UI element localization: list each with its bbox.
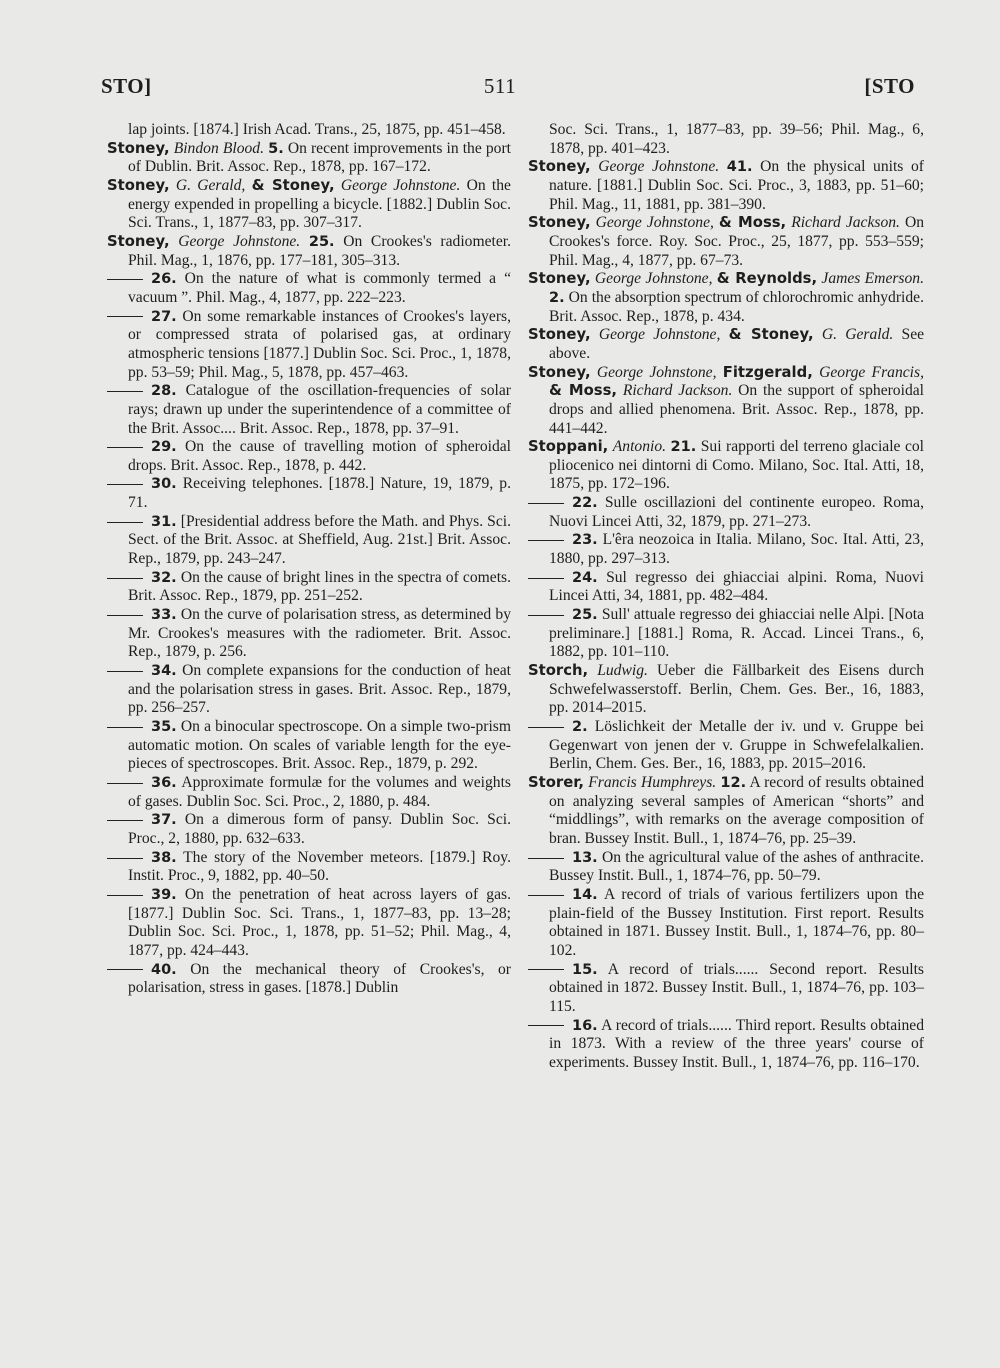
bibliography-subentry: [107, 718, 511, 774]
bibliography-subentry: [528, 718, 924, 774]
bibliography-entry: [528, 662, 924, 718]
author-given-name: Ludwig.: [597, 662, 648, 680]
entry-text: On the nature of what is commonly termed a “ vacuum ”. Phil. Mag., 4, 1877, pp. 222–223.: [128, 270, 511, 306]
bibliography-subentry: [107, 513, 511, 569]
entry-text: lap joints. [1874.] Irish Acad. Trans., 25, 1875, pp. 451–458.: [128, 121, 506, 138]
ditto-dash: [528, 503, 564, 504]
ditto-dash: [528, 540, 564, 541]
author-given-name: George Johnstone,: [594, 270, 713, 288]
ditto-dash: [107, 279, 143, 280]
bibliography-entry: [107, 233, 511, 270]
coauthor-given-name: Richard Jackson.: [622, 382, 733, 400]
bibliography-subentry: [107, 961, 511, 998]
bibliography-entry: [528, 158, 924, 214]
entry-text: On the penetration of heat across layers of gas. [1877.] Dublin Soc. Sci. Trans., 1, 1877–83, pp. 13–28; Dublin Soc. Sci. Proc., 1, 1878, pp. 51–52; Phil. Mag., 4, 1877, pp. 424–443.: [128, 885, 511, 959]
ditto-dash: [107, 969, 143, 970]
entry-text: On the support of spheroidal drops and allied phenomena. Brit. Assoc. Rep., 1878, pp. 441–442.: [549, 382, 924, 437]
bibliography-subentry: [528, 886, 924, 961]
entry-number: 30.: [151, 476, 177, 493]
ditto-dash: [528, 895, 564, 896]
entry-number: 32.: [151, 569, 177, 586]
entry-text: A record of results obtained on analyzing several samples of American “shorts” and “middlings”, with remarks on the average composition of bran. Bussey Instit. Bull., 1, 1874–76, pp. 25–39.: [549, 773, 924, 847]
entry-number: 35.: [151, 719, 177, 735]
ditto-dash: [107, 671, 143, 672]
entry-number: 34.: [151, 663, 177, 680]
ditto-dash: [528, 615, 564, 616]
ditto-dash: [107, 895, 143, 896]
author-given-name: G. Gerald,: [175, 176, 246, 194]
entry-number: 40.: [151, 961, 177, 978]
entry-continuation: [107, 121, 511, 140]
entry-text: On the absorption spectrum of chlorochromic anhydride. Brit. Assoc. Rep., 1878, p. 434.: [549, 288, 924, 325]
entry-number: 28.: [151, 383, 177, 400]
entry-text: On a binocular spectroscope. On a simple two-prism automatic motion. On scales of variable length for the eye-pieces of spectroscopes. Brit. Assoc. Rep., 1879, p. 292.: [128, 718, 511, 773]
entry-number: 33.: [151, 607, 177, 624]
author-given-name: George Johnstone.: [598, 158, 720, 176]
entry-number: 27.: [151, 308, 177, 325]
entry-number: 16.: [572, 1017, 598, 1034]
entry-number: 41.: [726, 159, 753, 176]
ditto-dash: [107, 783, 143, 784]
author-given-name: Bindon Blood.: [173, 139, 264, 157]
author-surname: Stoppani,: [528, 438, 609, 456]
entry-continuation: [528, 121, 924, 158]
ditto-dash: [107, 615, 143, 616]
bibliography-subentry: [107, 382, 511, 438]
author-surname: Stoney,: [528, 214, 591, 232]
author-given-name: Francis Humphreys.: [588, 773, 717, 791]
bibliography-subentry: [528, 849, 924, 886]
bibliography-entry: [528, 214, 924, 270]
entry-text: On a dimerous form of pansy. Dublin Soc. Sci. Proc., 2, 1880, pp. 632–633.: [128, 811, 512, 847]
entry-text: The story of the November meteors. [1879.] Roy. Instit. Proc., 9, 1882, pp. 40–50.: [128, 848, 511, 885]
entry-number: 39.: [151, 886, 177, 903]
entry-number: 24.: [572, 569, 598, 586]
entry-text: See above.: [549, 326, 925, 362]
entry-number: 37.: [151, 812, 177, 829]
bibliography-subentry: [528, 531, 924, 568]
entry-text: On complete expansions for the conduction of heat and the polarisation stress in gases. Brit. Assoc. Rep., 1879, pp. 256–257.: [128, 662, 511, 717]
bibliography-subentry: [107, 811, 511, 848]
entry-text: A record of trials...... Third report. Results obtained in 1873. With a review of the three years' course of experiments. Bussey Instit. Bull., 1, 1874–76, pp. 116–170.: [549, 1016, 924, 1071]
entry-text: Sui rapporti del terreno glaciale col pliocenico nei dintorni di Como. Milano, Soc. Ital. Atti, 18, 1875, pp. 172–196.: [549, 438, 924, 493]
author-surname: Storer,: [528, 773, 584, 791]
bibliography-entry: [528, 364, 924, 439]
coauthor-given-name: Richard Jackson.: [791, 214, 900, 232]
entry-text: Catalogue of the oscillation-frequencies of solar rays; drawn up under the superintendence of a committee of the Brit. Assoc.... Brit. Assoc. Rep., 1878, pp. 37–91.: [128, 382, 511, 437]
coauthor-surname: & Stoney,: [728, 326, 814, 344]
ditto-dash: [107, 578, 143, 579]
coauthor-surname: & Stoney,: [251, 176, 335, 194]
author-surname: Stoney,: [528, 363, 591, 381]
entry-number: 31.: [151, 513, 177, 530]
ditto-dash: [107, 391, 143, 392]
entry-number: 38.: [151, 849, 177, 866]
coauthor-given-name: George Francis,: [819, 363, 924, 381]
bibliography-subentry: [107, 475, 511, 512]
ditto-dash: [528, 969, 564, 970]
bibliography-entry: [528, 438, 924, 494]
ditto-dash: [107, 447, 143, 448]
bibliography-subentry: [107, 270, 511, 307]
author-given-name: George Johnstone,: [595, 214, 714, 232]
entry-number: 13.: [572, 849, 598, 866]
bibliography-subentry: [107, 606, 511, 662]
bibliography-entry: [107, 140, 511, 177]
ditto-dash: [107, 727, 143, 728]
entry-text: [Presidential address before the Math. and Phys. Sci. Sect. of the Brit. Assoc. at Sheffield, Aug. 21st.] Brit. Assoc. Rep., 1879, pp. 243–247.: [128, 512, 511, 568]
entry-text: L'êra neozoica in Italia. Milano, Soc. Ital. Atti, 23, 1880, pp. 297–313.: [549, 531, 924, 568]
entry-number: 29.: [151, 439, 177, 456]
ditto-dash: [107, 820, 143, 821]
bibliography-subentry: [107, 438, 511, 475]
bibliography-subentry: [107, 849, 511, 886]
entry-number: 5.: [268, 140, 284, 157]
entry-text: On the cause of travelling motion of spheroidal drops. Brit. Assoc. Rep., 1878, p. 442.: [128, 438, 511, 474]
coauthor-given-name: George Johnstone.: [340, 176, 461, 194]
entry-text: Ueber die Fällbarkeit des Eisens durch Schwefelwasserstoff. Berlin, Chem. Ges. Ber., 16, 1883, pp. 2014–2015.: [549, 662, 925, 717]
bibliography-subentry: [107, 308, 511, 383]
ditto-dash: [528, 858, 564, 859]
ditto-dash: [528, 727, 564, 728]
author-given-name: George Johnstone.: [178, 232, 301, 250]
bibliography-subentry: [528, 494, 924, 531]
entry-text: On the agricultural value of the ashes of anthracite. Bussey Instit. Bull., 1, 1874–76, pp. 50–79.: [549, 848, 924, 885]
entry-number: 15.: [572, 961, 598, 978]
bibliography-entry: [528, 270, 924, 326]
entry-text: On some remarkable instances of Crookes's layers, or compressed strata of polarised gas, at ordinary atmospheric tensions [1877.] Dublin Soc. Sci. Proc., 1, 1878, pp. 53–59; Phil. Mag., 5, 1878, pp. 457–463.: [128, 307, 512, 381]
author-surname: Stoney,: [107, 232, 170, 250]
ditto-dash: [107, 316, 143, 317]
entry-text: On the physical units of nature. [1881.] Dublin Soc. Sci. Proc., 3, 1883, pp. 51–60; Phil. Mag., 11, 1881, pp. 381–390.: [549, 158, 924, 213]
entry-text: Approximate formulæ for the volumes and weights of gases. Dublin Soc. Sci. Proc., 2, 1880, p. 484.: [128, 773, 511, 810]
entry-text: On the energy expended in propelling a bicycle. [1882.] Dublin Soc. Sci. Trans., 1, 1877–83, pp. 307–317.: [128, 176, 511, 232]
entry-number: 26.: [151, 271, 177, 288]
entry-text: On Crookes's radiometer. Phil. Mag., 1, 1876, pp. 177–181, 305–313.: [128, 232, 511, 269]
entry-number: 25.: [308, 233, 335, 250]
entry-text: On Crookes's force. Roy. Soc. Proc., 25, 1877, pp. 553–559; Phil. Mag., 4, 1877, pp. 67–73.: [549, 214, 925, 269]
bibliography-entry: [528, 326, 924, 363]
entry-number: 23.: [572, 532, 598, 549]
entry-number: 25.: [572, 607, 598, 624]
page-number: 511: [483, 74, 517, 98]
entry-text: A record of trials...... Second report. Results obtained in 1872. Bussey Instit. Bull., 1, 1874–76, pp. 103–115.: [549, 960, 924, 1015]
bibliography-entry: [107, 177, 511, 233]
coauthor-surname: & Reynolds,: [716, 270, 818, 288]
entry-text: Löslichkeit der Metalle der iv. und v. Gruppe bei Gegenwart von jenen der v. Gruppe in Schwefelalkalien. Berlin, Chem. Ges. Ber., 16, 1883, pp. 2015–2016.: [549, 718, 924, 773]
bibliography-entry: [528, 774, 924, 849]
ditto-dash: [528, 578, 564, 579]
entry-number: 2.: [549, 289, 565, 306]
bibliography-subentry: [528, 606, 924, 662]
coauthor-surname: & Moss,: [549, 382, 618, 400]
entry-text: On the cause of bright lines in the spectra of comets. Brit. Assoc. Rep., 1879, pp. 251–252.: [128, 568, 511, 605]
bibliography-subentry: [528, 569, 924, 606]
entry-number: 14.: [572, 886, 598, 903]
bibliography-subentry: [107, 886, 511, 961]
bibliography-subentry: [107, 569, 511, 606]
entry-text: A record of trials of various fertilizers upon the plain-field of the Bussey Institution. First report. Results obtained in 1871. Bussey Instit. Bull., 1, 1874–76, pp. 80–102.: [549, 885, 924, 959]
coauthor-surname: & Moss,: [718, 214, 787, 232]
entry-number: 22.: [572, 495, 598, 512]
coauthor-surname: Fitzgerald,: [722, 363, 813, 381]
bibliography-subentry: [528, 961, 924, 1017]
right-column: [528, 121, 924, 1072]
ditto-dash: [528, 1025, 564, 1026]
entry-text: Receiving telephones. [1878.] Nature, 19, 1879, p. 71.: [128, 475, 511, 512]
entry-text: Sulle oscillazioni del continente europeo. Roma, Nuovi Lincei Atti, 32, 1879, pp. 271–273.: [549, 494, 924, 530]
header-left: STO]: [101, 74, 152, 98]
author-surname: Stoney,: [107, 176, 170, 194]
entry-text: On the curve of polarisation stress, as determined by Mr. Crookes's measures with the radiometer. Brit. Assoc. Rep., 1879, p. 256.: [128, 606, 511, 661]
coauthor-given-name: G. Gerald.: [821, 326, 894, 344]
entry-number: 12.: [720, 774, 747, 791]
entry-number: 21.: [670, 439, 697, 456]
bibliography-subentry: [528, 1017, 924, 1073]
entry-text: On the mechanical theory of Crookes's, or polarisation, stress in gases. [1878.] Dublin: [128, 960, 512, 997]
entry-text: Sull' attuale regresso dei ghiacciai nelle Alpi. [Nota preliminare.] [1881.] Roma, R. Accad. Lincei Trans., 6, 1882, pp. 101–110.: [549, 606, 924, 661]
author-given-name: George Johnstone,: [596, 363, 717, 381]
author-given-name: George Johnstone,: [598, 326, 721, 344]
author-surname: Stoney,: [528, 158, 591, 176]
author-given-name: Antonio.: [612, 438, 667, 456]
coauthor-given-name: James Emerson.: [821, 270, 924, 288]
author-surname: Stoney,: [528, 270, 591, 288]
author-surname: Storch,: [528, 662, 589, 680]
entry-text: Sul regresso dei ghiacciai alpini. Roma, Nuovi Lincei Atti, 34, 1881, pp. 482–484.: [549, 568, 924, 605]
left-column: [107, 121, 511, 998]
ditto-dash: [107, 484, 143, 485]
author-surname: Stoney,: [528, 326, 591, 344]
bibliography-subentry: [107, 774, 511, 811]
entry-text: On recent improvements in the port of Dublin. Brit. Assoc. Rep., 1878, pp. 167–172.: [128, 139, 511, 176]
ditto-dash: [107, 522, 143, 523]
bibliography-subentry: [107, 662, 511, 718]
entry-text: Soc. Sci. Trans., 1, 1877–83, pp. 39–56; Phil. Mag., 6, 1878, pp. 401–423.: [549, 121, 924, 157]
entry-number: 2.: [572, 719, 588, 735]
author-surname: Stoney,: [107, 139, 170, 157]
ditto-dash: [107, 858, 143, 859]
header-right: [STO: [864, 74, 915, 98]
entry-number: 36.: [151, 774, 177, 791]
